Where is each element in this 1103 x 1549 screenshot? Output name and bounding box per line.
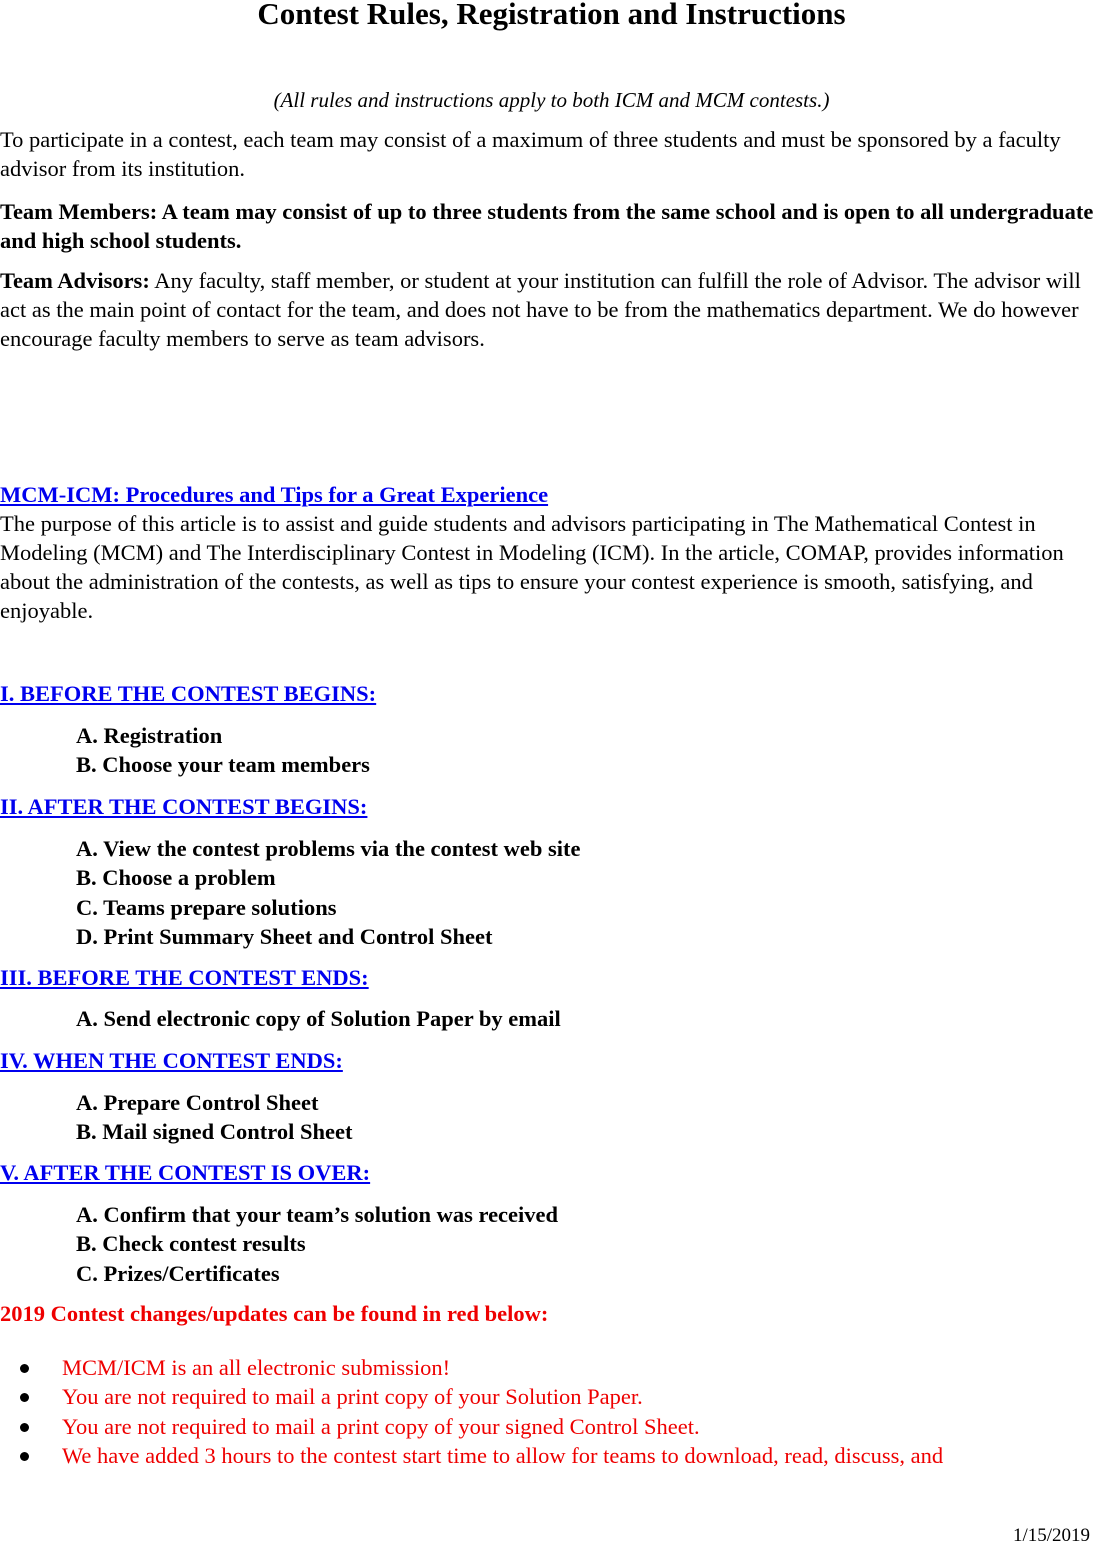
list-item: D. Print Summary Sheet and Control Sheet xyxy=(76,923,493,949)
list-item: C. Prizes/Certificates xyxy=(76,1260,280,1286)
section-heading xyxy=(0,1046,343,1075)
section-5-link[interactable]: V. AFTER THE CONTEST IS OVER: xyxy=(0,1160,371,1185)
updates-heading: 2019 Contest changes/updates can be found in red below: xyxy=(0,1301,549,1326)
list-item xyxy=(20,1382,1100,1411)
list-item: A. View the contest problems via the contest web site xyxy=(76,836,581,861)
bullet-icon xyxy=(20,1364,29,1373)
section-heading xyxy=(0,1158,370,1187)
section-heading xyxy=(0,679,376,708)
bullet-icon xyxy=(20,1393,29,1402)
section-heading xyxy=(0,963,369,992)
section-heading xyxy=(0,792,367,821)
team-advisors-text: Any faculty, staff member, or student at your institution can fulfill the role of Advisor. The advisor will act as the main point of contact for the team, and does not have to be from the mathematics department. We do however encourage faculty members to serve as team advisors. xyxy=(0,268,1081,351)
list-item: B. Choose a problem xyxy=(76,865,276,891)
subtitle: (All rules and instructions apply to both ICM and MCM contests.) xyxy=(273,88,830,112)
list-item: B. Mail signed Control Sheet xyxy=(76,1119,353,1145)
bullet-text: You are not required to mail a print copy of your Solution Paper. xyxy=(62,1384,643,1410)
section-3-link[interactable]: III. BEFORE THE CONTEST ENDS: xyxy=(0,965,369,990)
list-item: B. Check contest results xyxy=(76,1231,306,1257)
updates-list xyxy=(20,1353,1100,1470)
page-title: Contest Rules, Registration and Instructions xyxy=(257,0,846,31)
footer-date: 1/15/2019 xyxy=(1012,1525,1090,1546)
list-item: A. Confirm that your team’s solution was received xyxy=(76,1202,559,1227)
article-paragraph xyxy=(0,480,1095,625)
list-item: A. Send electronic copy of Solution Paper by email xyxy=(76,1006,561,1031)
intro-paragraph: To participate in a contest, each team may consist of a maximum of three students and must be sponsored by a faculty advisor from its institution. xyxy=(0,127,1061,181)
list-item: B. Choose your team members xyxy=(76,752,370,778)
list-item xyxy=(20,1441,1100,1470)
bullet-text: You are not required to mail a print copy of your signed Control Sheet. xyxy=(62,1413,700,1439)
section-4-items xyxy=(76,1088,352,1147)
list-item xyxy=(20,1412,1100,1441)
section-1-items xyxy=(76,721,370,780)
team-advisors-label: Team Advisors: xyxy=(0,268,150,293)
article-link[interactable]: MCM-ICM: Procedures and Tips for a Great Experience xyxy=(0,482,549,507)
bullet-icon xyxy=(20,1452,29,1461)
list-item: A. Prepare Control Sheet xyxy=(76,1090,319,1115)
section-2-items xyxy=(76,834,581,951)
bullet-icon xyxy=(20,1423,29,1432)
section-1-link[interactable]: I. BEFORE THE CONTEST BEGINS: xyxy=(0,681,377,706)
team-advisors-paragraph xyxy=(0,266,1095,353)
section-4-link[interactable]: IV. WHEN THE CONTEST ENDS: xyxy=(0,1048,343,1073)
team-members-paragraph: Team Members: A team may consist of up to three students from the same school and is open to all undergraduate and high school students. xyxy=(0,199,1094,253)
section-3-items xyxy=(76,1004,561,1033)
bullet-text: We have added 3 hours to the contest start time to allow for teams to download, read, discuss, and xyxy=(62,1442,944,1468)
section-5-items xyxy=(76,1200,558,1288)
list-item xyxy=(20,1353,1100,1382)
bullet-text: MCM/ICM is an all electronic submission! xyxy=(62,1355,451,1380)
list-item: A. Registration xyxy=(76,723,223,748)
section-2-link[interactable]: II. AFTER THE CONTEST BEGINS: xyxy=(0,794,368,819)
list-item: C. Teams prepare solutions xyxy=(76,894,337,920)
article-text: The purpose of this article is to assist and guide students and advisors participating in The Mathematical Contest in Modeling (MCM) and The Interdisciplinary Contest in Modeling (ICM). In the article, COMAP, provides information about the administration of the contests, as well as tips to ensure your contest experience is smooth, satisfying, and enjoyable. xyxy=(0,511,1064,623)
